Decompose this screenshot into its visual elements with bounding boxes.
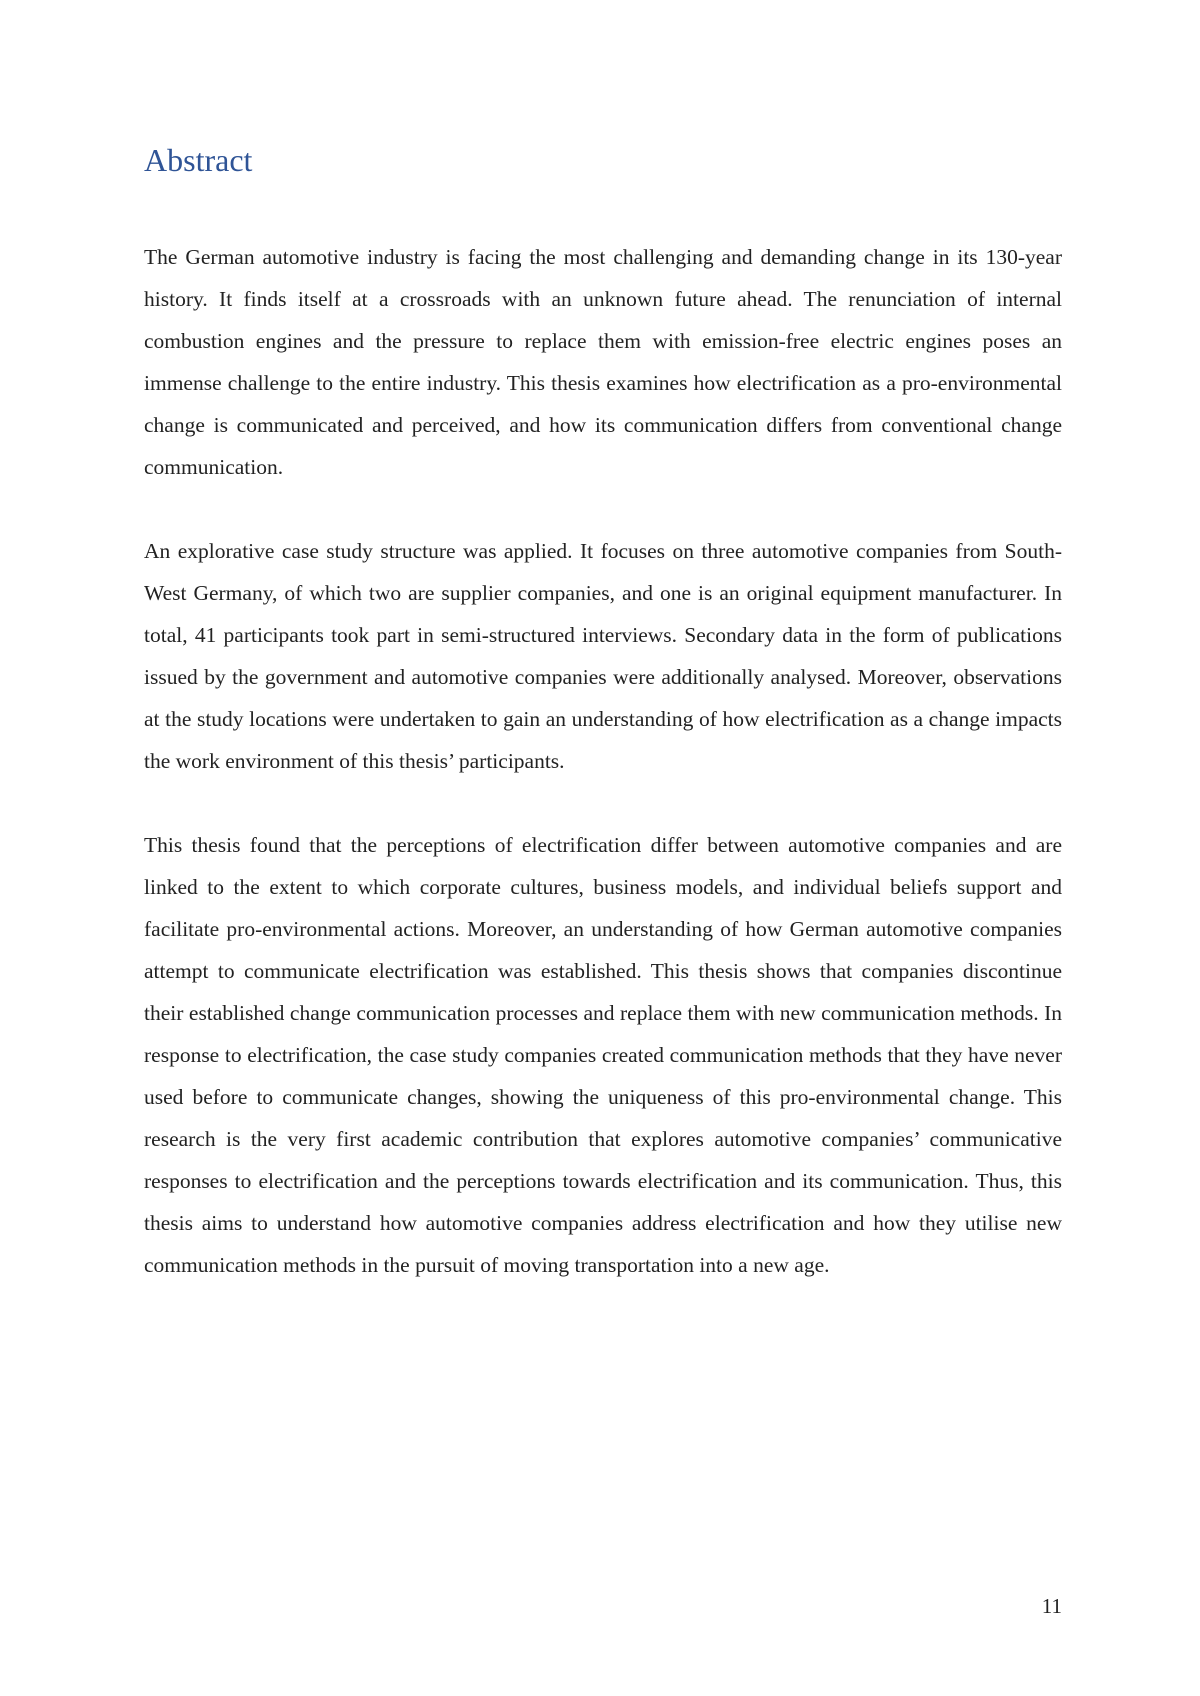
- abstract-paragraph-1: The German automotive industry is facing the most challenging and demanding change in its 130-year history. It finds itself at a crossroads with an unknown future ahead. The renunciation of internal combustion engines and the pressure to replace them with emission-free electric engines poses an immense challenge to the entire industry. This thesis examines how electrification as a pro-environmental change is communicated and perceived, and how its communication differs from conventional change communication.: [144, 245, 1062, 479]
- abstract-paragraph-2: An explorative case study structure was applied. It focuses on three automotive companies from South-West Germany, of which two are supplier companies, and one is an original equipment manufacturer. In total, 41 participants took part in semi-structured interviews. Secondary data in the form of publications issued by the government and automotive companies were additionally analysed. Moreover, observations at the study locations were undertaken to gain an understanding of how electrification as a change impacts the work environment of this thesis’ participants.: [144, 539, 1062, 773]
- page-number: 11: [1041, 1594, 1062, 1618]
- abstract-paragraph-3: This thesis found that the perceptions of electrification differ between automotive companies and are linked to the extent to which corporate cultures, business models, and individual beliefs support and facilitate pro-environmental actions. Moreover, an understanding of how German automotive companies attempt to communicate electrification was established. This thesis shows that companies discontinue their established change communication processes and replace them with new communication methods. In response to electrification, the case study companies created communication methods that they have never used before to communicate changes, showing the uniqueness of this pro-environmental change. This research is the very first academic contribution that explores automotive companies’ communicative responses to electrification and the perceptions towards electrification and its communication. Thus, this thesis aims to understand how automotive companies address electrification and how they utilise new communication methods in the pursuit of moving transportation into a new age.: [144, 833, 1062, 1277]
- section-heading: Abstract: [144, 142, 253, 178]
- abstract-body: [144, 236, 1062, 1328]
